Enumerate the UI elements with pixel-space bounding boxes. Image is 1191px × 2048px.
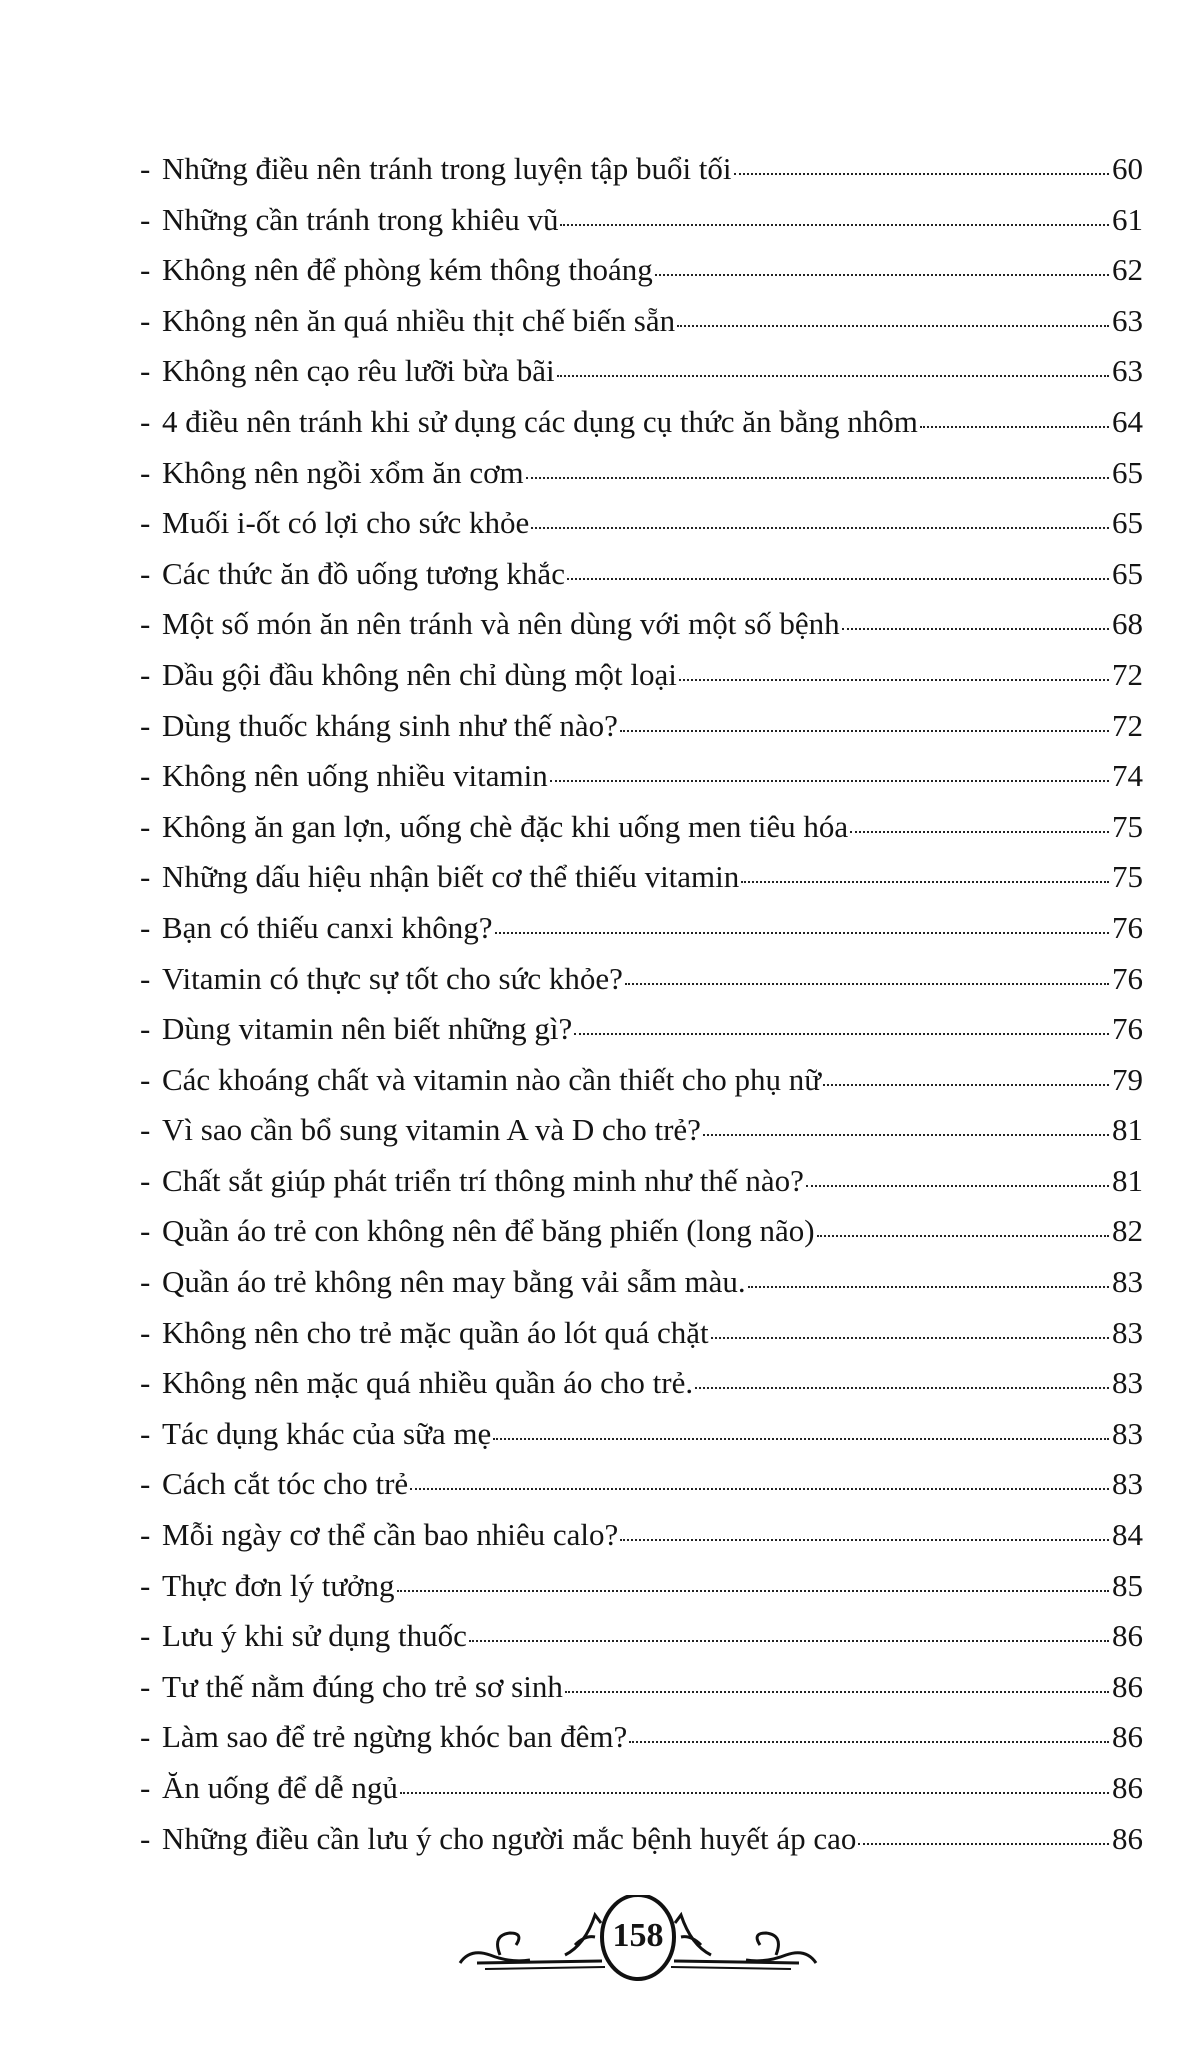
dot-leader bbox=[695, 1387, 1109, 1389]
toc-entry-page: 75 bbox=[1112, 859, 1143, 895]
toc-entry-page: 65 bbox=[1112, 505, 1143, 541]
toc-entry bbox=[140, 1004, 1143, 1055]
bullet-dash: - bbox=[140, 1517, 151, 1553]
bullet-dash: - bbox=[140, 1567, 151, 1603]
toc-entry-title: Làm sao để trẻ ngừng khóc ban đêm? bbox=[162, 1719, 628, 1755]
bullet-dash: - bbox=[140, 1162, 151, 1198]
toc-entry bbox=[140, 1055, 1143, 1106]
toc-entry bbox=[140, 144, 1143, 195]
toc-entry bbox=[140, 1257, 1143, 1308]
bullet-dash: - bbox=[140, 1213, 151, 1249]
dot-leader bbox=[574, 1033, 1109, 1035]
dot-leader bbox=[629, 1741, 1109, 1743]
toc-entry bbox=[140, 954, 1143, 1005]
toc-entry-page: 64 bbox=[1112, 403, 1143, 439]
toc-entry-title: Lưu ý khi sử dụng thuốc bbox=[162, 1618, 467, 1654]
bullet-dash: - bbox=[140, 960, 151, 996]
dot-leader bbox=[550, 780, 1109, 782]
toc-entry bbox=[140, 1105, 1143, 1156]
toc-entry-page: 60 bbox=[1112, 151, 1143, 186]
bullet-dash: - bbox=[140, 252, 151, 288]
toc-entry-page: 86 bbox=[1112, 1668, 1143, 1704]
bullet-dash: - bbox=[140, 1112, 151, 1148]
dot-leader bbox=[817, 1235, 1109, 1237]
toc-entry-page: 86 bbox=[1112, 1618, 1143, 1654]
page-number: 158 bbox=[612, 1917, 664, 1954]
bullet-dash: - bbox=[140, 454, 151, 490]
toc-entry-page: 65 bbox=[1112, 555, 1143, 591]
toc-entry bbox=[140, 1459, 1143, 1510]
toc-entry bbox=[140, 1662, 1143, 1713]
dot-leader bbox=[677, 325, 1109, 327]
toc-entry-page: 82 bbox=[1112, 1213, 1143, 1249]
dot-leader bbox=[495, 932, 1109, 934]
toc-entry-title: Những điều nên tránh trong luyện tập buổi tối bbox=[162, 151, 732, 186]
toc-entry bbox=[140, 346, 1143, 397]
toc-entry-page: 83 bbox=[1112, 1365, 1143, 1401]
toc-entry-title: Không nên uống nhiều vitamin bbox=[162, 758, 548, 794]
bullet-dash: - bbox=[140, 656, 151, 692]
toc-entry-title: Ăn uống để dễ ngủ bbox=[162, 1770, 398, 1805]
dot-leader bbox=[557, 375, 1109, 377]
toc-entry-page: 76 bbox=[1112, 909, 1143, 945]
toc-entry-page: 72 bbox=[1112, 656, 1143, 692]
dot-leader bbox=[734, 173, 1109, 175]
toc-entry bbox=[140, 195, 1143, 246]
dot-leader bbox=[565, 1691, 1109, 1693]
toc-entry bbox=[140, 650, 1143, 701]
dot-leader bbox=[620, 730, 1109, 732]
toc-entry-title: Tư thế nằm đúng cho trẻ sơ sinh bbox=[162, 1668, 563, 1704]
toc-entry bbox=[140, 701, 1143, 752]
bullet-dash: - bbox=[140, 151, 151, 186]
bullet-dash: - bbox=[140, 1011, 151, 1047]
bullet-dash: - bbox=[140, 1264, 151, 1300]
bullet-dash: - bbox=[140, 859, 151, 895]
toc-entry bbox=[140, 1763, 1143, 1814]
dot-leader bbox=[526, 477, 1109, 479]
bullet-dash: - bbox=[140, 1365, 151, 1401]
toc-entry-title: Không nên ăn quá nhiều thịt chế biến sẵn bbox=[162, 302, 676, 338]
table-of-contents bbox=[140, 144, 1143, 1864]
toc-entry-title: Dùng thuốc kháng sinh như thế nào? bbox=[162, 707, 618, 743]
toc-entry bbox=[140, 1206, 1143, 1257]
toc-entry-page: 72 bbox=[1112, 707, 1143, 743]
dot-leader bbox=[858, 1843, 1109, 1845]
toc-entry-page: 63 bbox=[1112, 302, 1143, 338]
toc-entry bbox=[140, 1409, 1143, 1460]
toc-entry bbox=[140, 296, 1143, 347]
toc-entry bbox=[140, 802, 1143, 853]
dot-leader bbox=[400, 1792, 1109, 1794]
toc-entry-page: 83 bbox=[1112, 1466, 1143, 1502]
dot-leader bbox=[560, 224, 1109, 226]
toc-entry bbox=[140, 1510, 1143, 1561]
toc-entry-page: 76 bbox=[1112, 960, 1143, 996]
bullet-dash: - bbox=[140, 1415, 151, 1451]
toc-entry bbox=[140, 397, 1143, 448]
bullet-dash: - bbox=[140, 606, 151, 642]
toc-entry-title: Không nên mặc quá nhiều quần áo cho trẻ. bbox=[162, 1365, 694, 1401]
toc-entry-title: Những điều cần lưu ý cho người mắc bệnh huyết áp cao bbox=[162, 1820, 857, 1856]
toc-entry-page: 76 bbox=[1112, 1011, 1143, 1047]
toc-entry-page: 85 bbox=[1112, 1567, 1143, 1603]
toc-entry-page: 83 bbox=[1112, 1314, 1143, 1350]
toc-entry-page: 75 bbox=[1112, 808, 1143, 844]
toc-entry-title: Những cần tránh trong khiêu vũ bbox=[162, 201, 559, 237]
toc-entry bbox=[140, 549, 1143, 600]
toc-entry bbox=[140, 852, 1143, 903]
toc-entry-page: 86 bbox=[1112, 1770, 1143, 1805]
toc-entry-title: Vì sao cần bổ sung vitamin A và D cho trẻ? bbox=[162, 1112, 701, 1148]
bullet-dash: - bbox=[140, 505, 151, 541]
toc-entry-title: Không nên để phòng kém thông thoáng bbox=[162, 252, 653, 288]
toc-entry bbox=[140, 1156, 1143, 1207]
dot-leader bbox=[748, 1286, 1109, 1288]
dot-leader bbox=[655, 274, 1109, 276]
bullet-dash: - bbox=[140, 1061, 151, 1097]
toc-entry-title: Không nên ngồi xổm ăn cơm bbox=[162, 454, 524, 490]
dot-leader bbox=[397, 1590, 1109, 1592]
toc-entry-title: Quần áo trẻ không nên may bằng vải sẫm màu. bbox=[162, 1264, 746, 1300]
bullet-dash: - bbox=[140, 909, 151, 945]
toc-entry-page: 62 bbox=[1112, 252, 1143, 288]
toc-entry-title: Dầu gội đầu không nên chỉ dùng một loại bbox=[162, 656, 677, 692]
toc-entry-title: Dùng vitamin nên biết những gì? bbox=[162, 1011, 573, 1047]
toc-entry-title: Các thức ăn đồ uống tương khắc bbox=[162, 555, 565, 591]
dot-leader bbox=[806, 1185, 1109, 1187]
dot-leader bbox=[410, 1488, 1109, 1490]
toc-entry-title: Không nên cạo rêu lưỡi bừa bãi bbox=[162, 353, 555, 389]
bullet-dash: - bbox=[140, 758, 151, 794]
toc-entry-title: Không ăn gan lợn, uống chè đặc khi uống men tiêu hóa bbox=[162, 808, 849, 844]
toc-entry bbox=[140, 245, 1143, 296]
dot-leader bbox=[703, 1134, 1109, 1136]
toc-entry-page: 79 bbox=[1112, 1061, 1143, 1097]
bullet-dash: - bbox=[140, 555, 151, 591]
toc-entry-title: Thực đơn lý tưởng bbox=[162, 1567, 395, 1603]
toc-entry bbox=[140, 1561, 1143, 1612]
dot-leader bbox=[823, 1084, 1109, 1086]
toc-entry-title: 4 điều nên tránh khi sử dụng các dụng cụ thức ăn bằng nhôm bbox=[162, 403, 918, 439]
bullet-dash: - bbox=[140, 1314, 151, 1350]
toc-entry-title: Tác dụng khác của sữa mẹ bbox=[162, 1415, 492, 1451]
toc-entry bbox=[140, 1814, 1143, 1865]
toc-entry bbox=[140, 1308, 1143, 1359]
toc-entry-page: 74 bbox=[1112, 758, 1143, 794]
page-footer bbox=[455, 1895, 821, 1985]
toc-entry-page: 65 bbox=[1112, 454, 1143, 490]
toc-entry-title: Vitamin có thực sự tốt cho sức khỏe? bbox=[162, 960, 623, 996]
toc-entry-title: Chất sắt giúp phát triển trí thông minh như thế nào? bbox=[162, 1162, 804, 1198]
bullet-dash: - bbox=[140, 201, 151, 237]
dot-leader bbox=[741, 881, 1109, 883]
toc-entry bbox=[140, 751, 1143, 802]
toc-entry-page: 81 bbox=[1112, 1112, 1143, 1148]
dot-leader bbox=[531, 527, 1109, 529]
toc-entry-title: Các khoáng chất và vitamin nào cần thiết cho phụ nữ bbox=[162, 1061, 821, 1097]
dot-leader bbox=[493, 1438, 1109, 1440]
toc-entry-title: Quần áo trẻ con không nên để băng phiến (long não) bbox=[162, 1213, 815, 1249]
bullet-dash: - bbox=[140, 808, 151, 844]
bullet-dash: - bbox=[140, 1618, 151, 1654]
toc-entry bbox=[140, 498, 1143, 549]
bullet-dash: - bbox=[140, 302, 151, 338]
toc-entry-title: Muối i-ốt có lợi cho sức khỏe bbox=[162, 505, 530, 541]
dot-leader bbox=[850, 831, 1109, 833]
bullet-dash: - bbox=[140, 1820, 151, 1856]
toc-entry-title: Một số món ăn nên tránh và nên dùng với một số bệnh bbox=[162, 606, 840, 642]
toc-entry-title: Những dấu hiệu nhận biết cơ thể thiếu vitamin bbox=[162, 859, 740, 895]
dot-leader bbox=[842, 628, 1109, 630]
toc-entry-page: 68 bbox=[1112, 606, 1143, 642]
dot-leader bbox=[567, 578, 1109, 580]
toc-entry bbox=[140, 448, 1143, 499]
bullet-dash: - bbox=[140, 1668, 151, 1704]
toc-entry bbox=[140, 1358, 1143, 1409]
toc-entry-page: 86 bbox=[1112, 1719, 1143, 1755]
toc-entry bbox=[140, 903, 1143, 954]
toc-entry-title: Mỗi ngày cơ thể cần bao nhiêu calo? bbox=[162, 1517, 619, 1553]
toc-entry-page: 81 bbox=[1112, 1162, 1143, 1198]
toc-entry-page: 83 bbox=[1112, 1264, 1143, 1300]
toc-entry-page: 63 bbox=[1112, 353, 1143, 389]
bullet-dash: - bbox=[140, 1770, 151, 1805]
toc-entry-title: Không nên cho trẻ mặc quần áo lót quá chặt bbox=[162, 1314, 709, 1350]
bullet-dash: - bbox=[140, 1719, 151, 1755]
dot-leader bbox=[679, 679, 1109, 681]
toc-entry bbox=[140, 599, 1143, 650]
toc-entry-page: 83 bbox=[1112, 1415, 1143, 1451]
bullet-dash: - bbox=[140, 1466, 151, 1502]
dot-leader bbox=[469, 1640, 1109, 1642]
dot-leader bbox=[711, 1337, 1109, 1339]
toc-entry-page: 61 bbox=[1112, 201, 1143, 237]
dot-leader bbox=[625, 983, 1109, 985]
toc-entry-title: Cách cắt tóc cho trẻ bbox=[162, 1466, 409, 1502]
toc-entry bbox=[140, 1712, 1143, 1763]
toc-entry-title: Bạn có thiếu canxi không? bbox=[162, 909, 493, 945]
dot-leader bbox=[920, 426, 1109, 428]
bullet-dash: - bbox=[140, 353, 151, 389]
toc-entry-page: 84 bbox=[1112, 1517, 1143, 1553]
bullet-dash: - bbox=[140, 403, 151, 439]
toc-entry bbox=[140, 1611, 1143, 1662]
bullet-dash: - bbox=[140, 707, 151, 743]
dot-leader bbox=[620, 1539, 1109, 1541]
toc-entry-page: 86 bbox=[1112, 1820, 1143, 1856]
